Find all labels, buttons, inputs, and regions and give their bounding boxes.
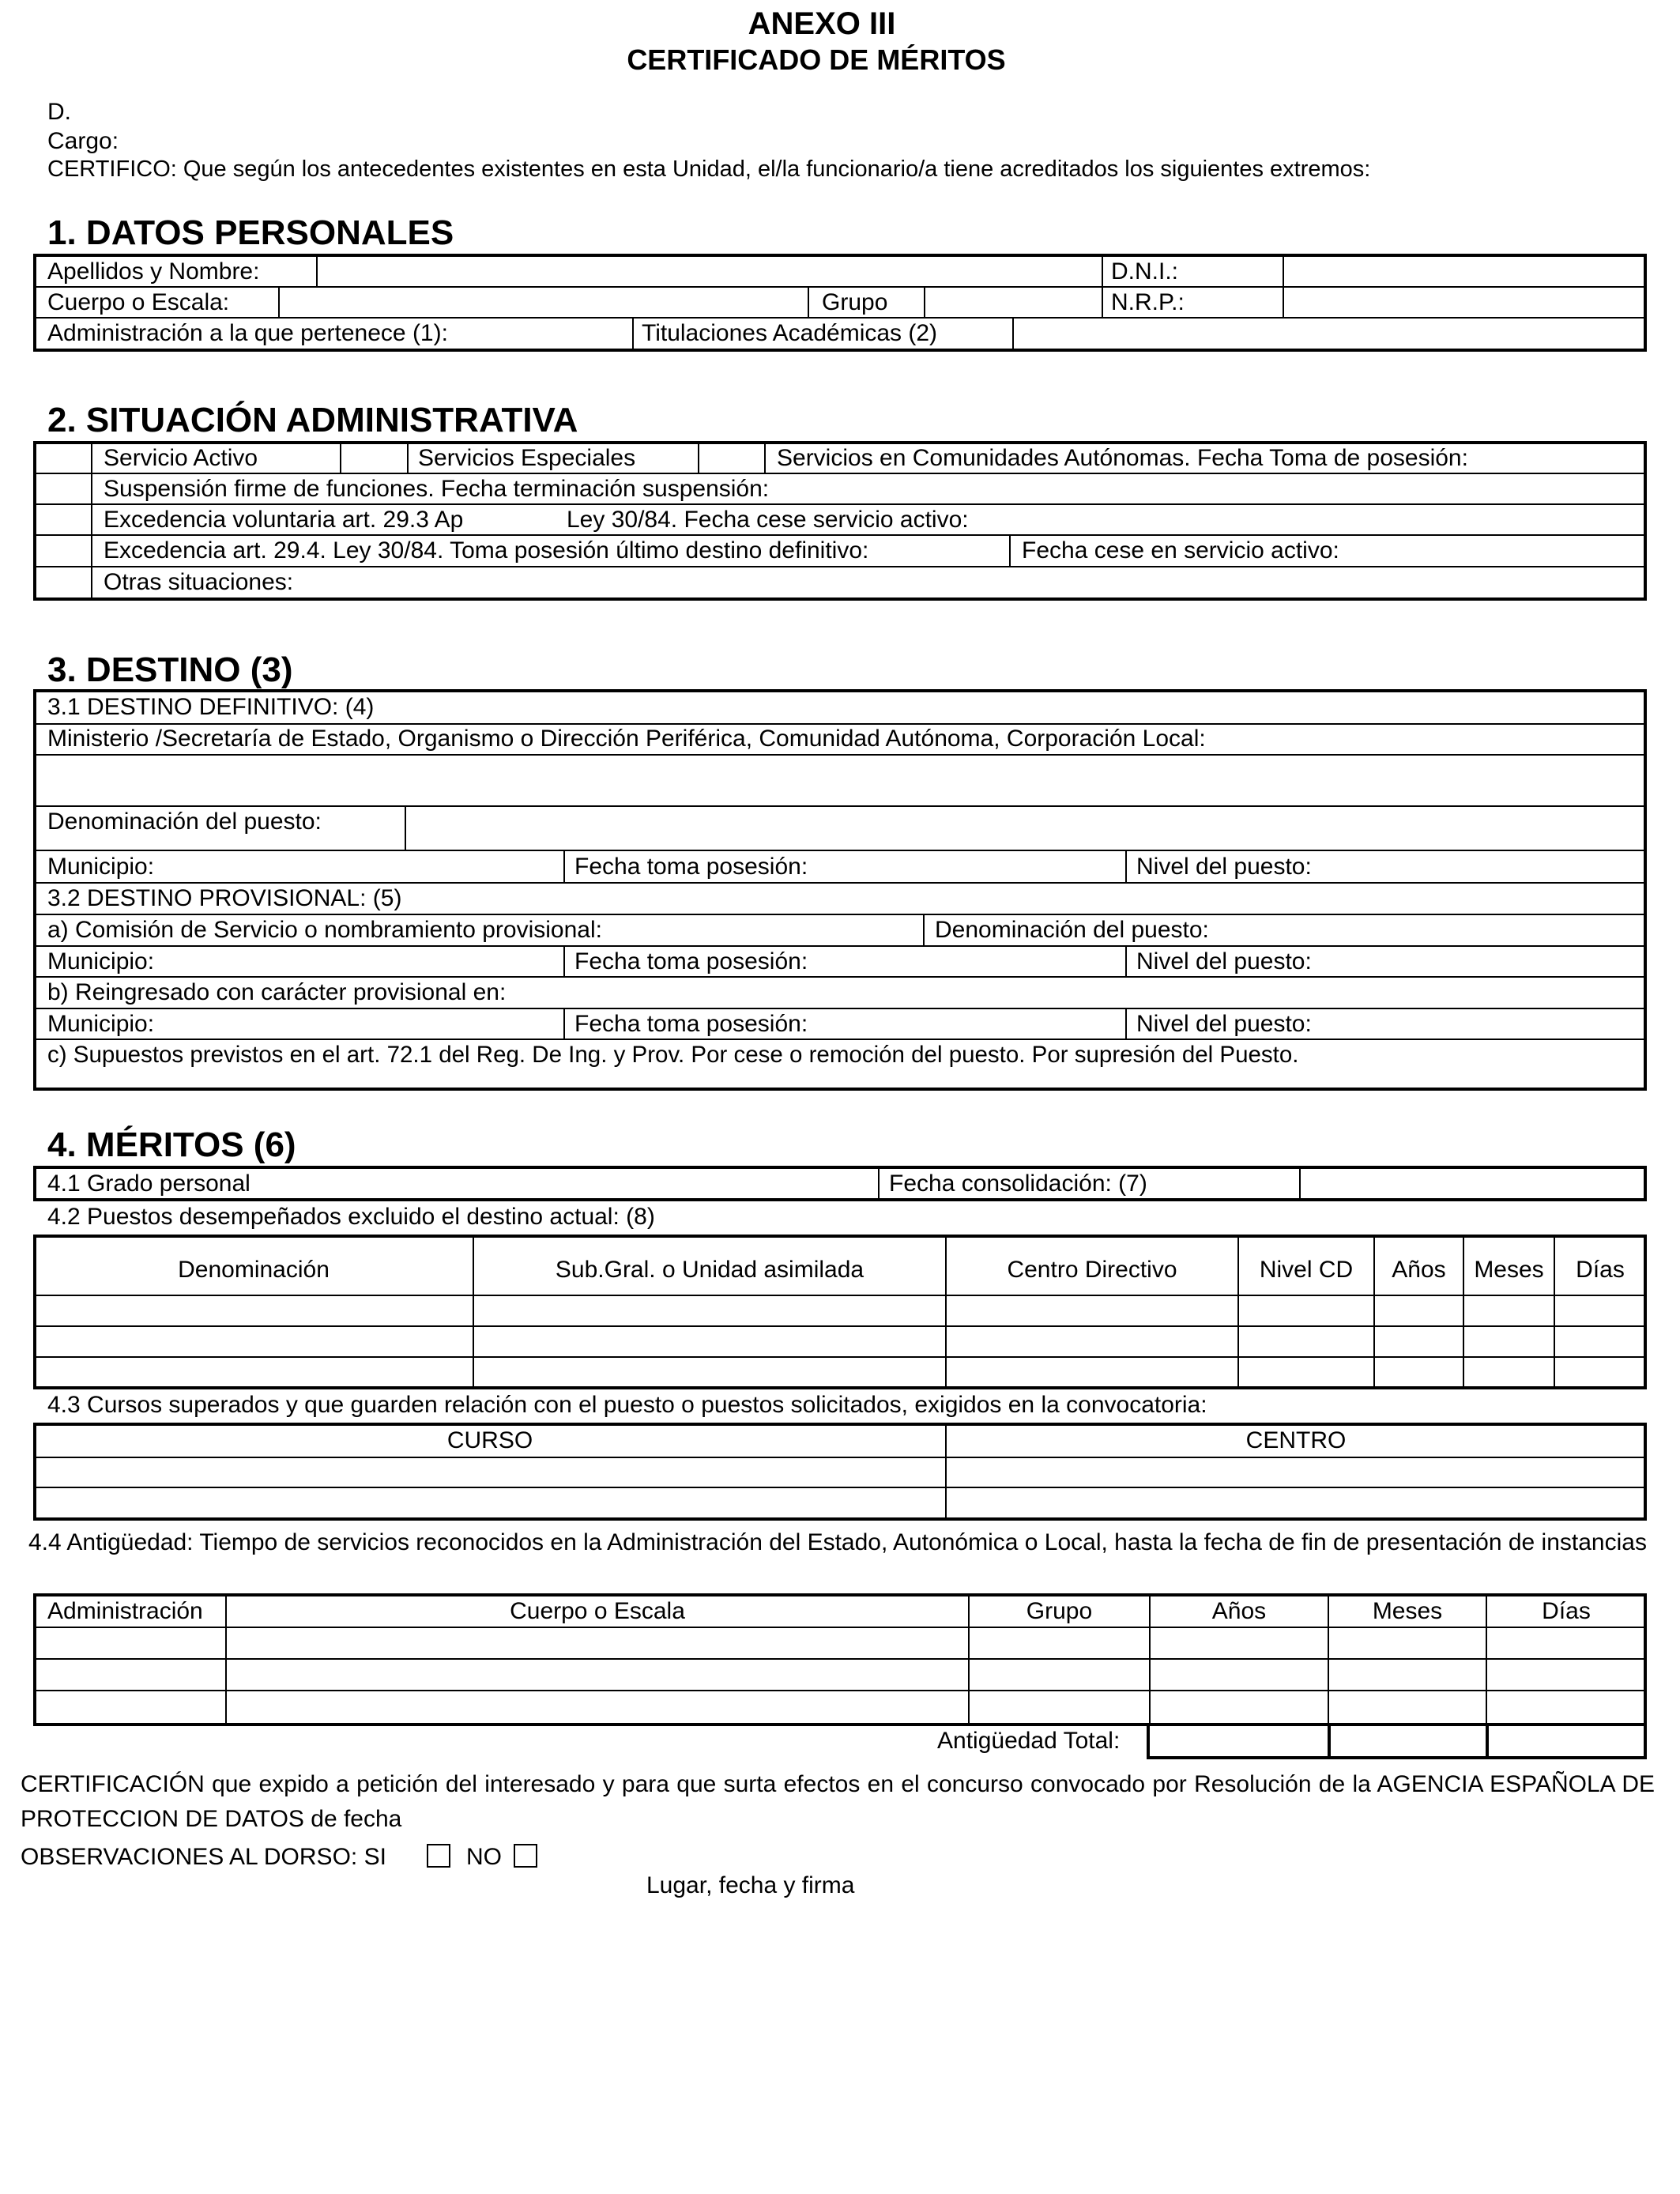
document-title: CERTIFICADO DE MÉRITOS [627, 43, 1006, 76]
label-servicios-especiales: Servicios Especiales [418, 445, 636, 471]
antiguedad-header-meses: Meses [1372, 1598, 1443, 1624]
checkbox-no[interactable] [514, 1844, 537, 1868]
puestos-header-dias: Días [1576, 1257, 1625, 1283]
label-nivel-2: Nivel del puesto: [1136, 948, 1312, 974]
label-otras: Otras situaciones: [104, 569, 294, 595]
label-lugar-fecha-firma: Lugar, fecha y firma [646, 1872, 855, 1898]
cursos-header-curso: CURSO [446, 1427, 533, 1453]
label-apellidos: Apellidos y Nombre: [47, 258, 260, 285]
label-administracion: Administración a la que pertenece (1): [47, 320, 448, 346]
label-observaciones: OBSERVACIONES AL DORSO: SI [21, 1844, 386, 1870]
label-dni: D.N.I.: [1111, 258, 1179, 285]
label-nrp: N.R.P.: [1111, 289, 1185, 315]
antiguedad-header-administracion: Administración [47, 1598, 203, 1624]
label-fecha-toma-1: Fecha toma posesión: [574, 854, 808, 880]
antiguedad-header-cuerpo: Cuerpo o Escala [510, 1598, 685, 1624]
cursos-header-centro: CENTRO [1245, 1427, 1347, 1453]
label-comision: a) Comisión de Servicio o nombramiento provisional: [47, 917, 602, 943]
label-antiguedad-total: Antigüedad Total: [937, 1728, 1121, 1754]
section-meritos: 4. MÉRITOS (6) [47, 1125, 296, 1164]
label-municipio-2: Municipio: [47, 948, 155, 974]
puestos-header-subgral: Sub.Gral. o Unidad asimilada [555, 1257, 864, 1283]
label-fecha-cese: Fecha cese en servicio activo: [1022, 537, 1339, 564]
intro-cargo: Cargo: [47, 128, 119, 154]
label-excedencia-1a: Excedencia voluntaria art. 29.3 Ap [104, 507, 464, 533]
antiguedad-header-grupo: Grupo [1026, 1598, 1093, 1624]
puestos-header-meses: Meses [1474, 1257, 1544, 1283]
label-denominacion-2: Denominación del puesto: [935, 917, 1209, 943]
label-municipio-1: Municipio: [47, 854, 155, 880]
antiguedad-header-dias: Días [1542, 1598, 1591, 1624]
antiguedad-total-box [1147, 1723, 1647, 1759]
label-municipio-3: Municipio: [47, 1011, 155, 1037]
puestos-header-centro: Centro Directivo [1007, 1257, 1177, 1283]
label-no: NO [466, 1844, 502, 1870]
label-suspension: Suspensión firme de funciones. Fecha terminación suspensión: [104, 476, 770, 502]
puestos-header-anos: Años [1392, 1257, 1446, 1283]
label-titulaciones: Titulaciones Académicas (2) [642, 320, 938, 346]
label-puestos-title: 4.2 Puestos desempeñados excluido el destino actual: (8) [47, 1204, 655, 1230]
label-antiguedad-title: 4.4 Antigüedad: Tiempo de servicios reconocidos en la Administración del Estado, Autonómica o Local, hasta la fecha de fin de presentación de instancias [28, 1529, 1647, 1555]
checkbox-si[interactable] [427, 1844, 450, 1868]
label-nivel-1: Nivel del puesto: [1136, 854, 1312, 880]
antiguedad-header-anos: Años [1211, 1598, 1267, 1624]
label-servicios-ccaa: Servicios en Comunidades Autónomas. Fecha Toma de posesión: [777, 445, 1468, 471]
intro-d: D. [47, 99, 71, 125]
label-destino-definitivo: 3.1 DESTINO DEFINITIVO: (4) [47, 694, 375, 720]
label-fecha-toma-2: Fecha toma posesión: [574, 948, 808, 974]
label-supuestos: c) Supuestos previstos en el art. 72.1 del Reg. De Ing. y Prov. Por cese o remoción del puesto. Por supresión del Puesto. [47, 1042, 1299, 1068]
intro-certifico: CERTIFICO: Que según los antecedentes existentes en esta Unidad, el/la funcionario/a tiene acreditados los siguientes extremos: [47, 156, 1371, 182]
puestos-header-nivel: Nivel CD [1259, 1257, 1354, 1283]
label-fecha-consolidacion: Fecha consolidación: (7) [889, 1171, 1147, 1197]
certificacion-text: CERTIFICACIÓN que expido a petición del interesado y para que surta efectos en el concurso convocado por Resolución de la AGENCIA ESPAÑOLA DE PROTECCION DE DATOS de fecha [21, 1771, 1655, 1832]
puestos-header-denominacion: Denominación [178, 1257, 330, 1283]
label-fecha-toma-3: Fecha toma posesión: [574, 1011, 808, 1037]
section-destino: 3. DESTINO (3) [47, 650, 293, 689]
label-servicio-activo: Servicio Activo [104, 445, 258, 471]
label-destino-provisional: 3.2 DESTINO PROVISIONAL: (5) [47, 885, 402, 911]
label-nivel-3: Nivel del puesto: [1136, 1011, 1312, 1037]
label-cursos-title: 4.3 Cursos superados y que guarden relación con el puesto o puestos solicitados, exigidos en la convocatoria: [47, 1392, 1207, 1418]
label-excedencia-1b: Ley 30/84. Fecha cese servicio activo: [567, 507, 969, 533]
section-datos-personales: 1. DATOS PERSONALES [47, 213, 454, 252]
label-excedencia-2: Excedencia art. 29.4. Ley 30/84. Toma posesión último destino definitivo: [104, 537, 869, 564]
label-reingresado: b) Reingresado con carácter provisional en: [47, 979, 507, 1005]
annex-title: ANEXO III [748, 6, 896, 41]
label-grado: 4.1 Grado personal [47, 1171, 250, 1197]
label-denominacion-puesto: Denominación del puesto: [47, 809, 322, 835]
label-ministerio: Ministerio /Secretaría de Estado, Organismo o Dirección Periférica, Comunidad Autónoma, Corporación Local: [47, 726, 1206, 752]
grado-table [33, 1166, 1647, 1201]
label-grupo: Grupo [822, 289, 888, 315]
section-situacion: 2. SITUACIÓN ADMINISTRATIVA [47, 401, 578, 439]
label-cuerpo: Cuerpo o Escala: [47, 289, 230, 315]
